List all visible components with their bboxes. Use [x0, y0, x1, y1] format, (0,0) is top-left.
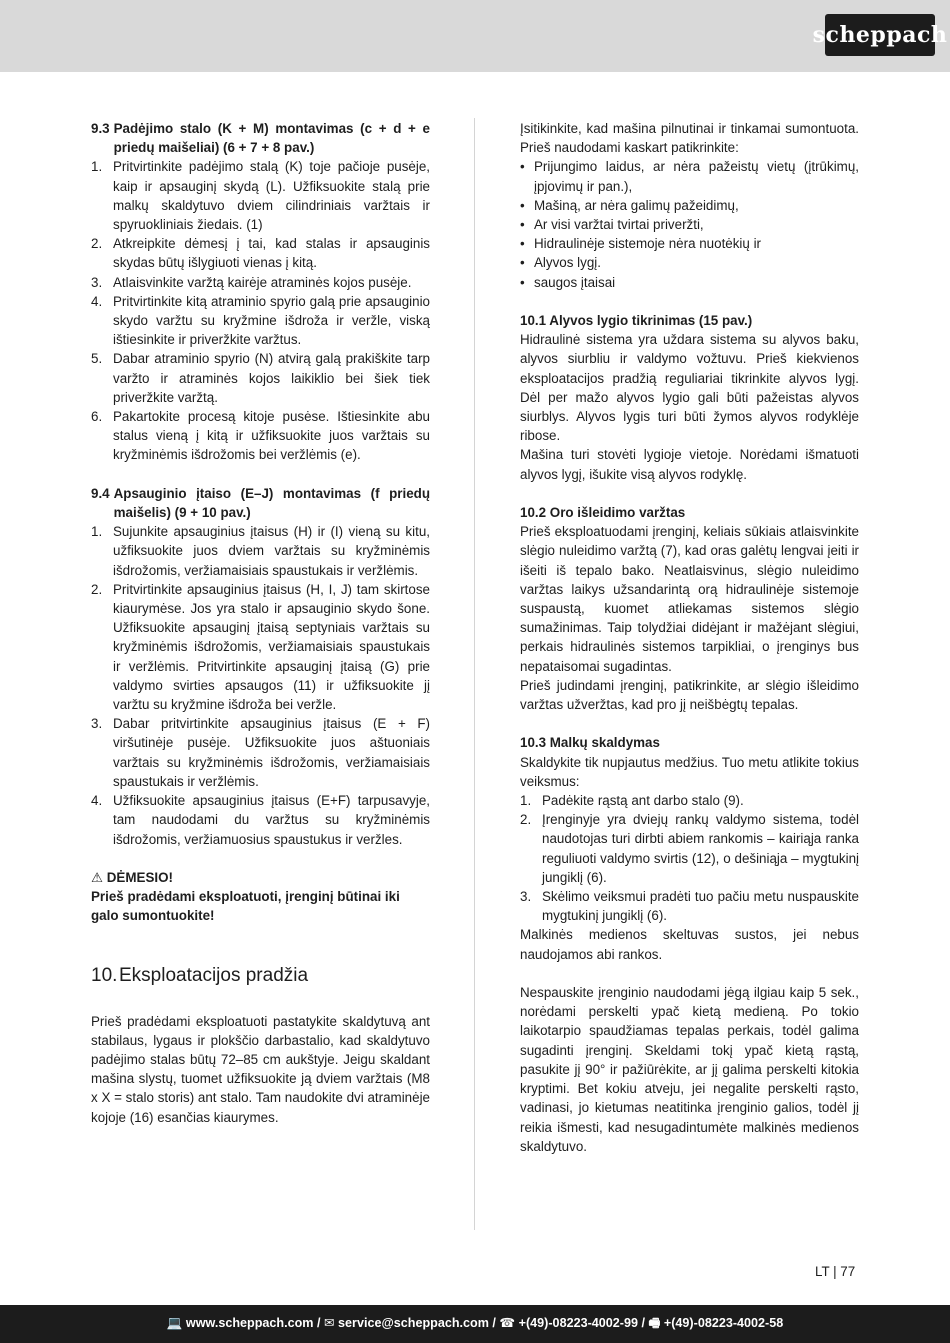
heading-number: 9.3 — [91, 121, 110, 136]
item-text: Atkreipkite dėmesį į tai, kad stalas ir apsauginis skydas būtų išlygiuoti vienas į kitą. — [113, 236, 430, 271]
list-item — [91, 349, 430, 407]
section-title-10 — [91, 964, 430, 988]
item-number: 2. — [91, 236, 103, 252]
header-band — [0, 0, 950, 72]
item-text: Mašiną, ar nėra galimų pažeidimų, — [534, 197, 739, 213]
heading-10-2: 10.2 Oro išleidimo varžtas — [520, 505, 686, 521]
item-number: 2. — [91, 581, 103, 597]
list-item — [91, 234, 430, 272]
item-text: Padėkite rąstą ant darbo stalo (9). — [542, 793, 744, 809]
brand-logo: scheppach — [825, 14, 935, 56]
item-text: Pritvirtinkite padėjimo stalą (K) toje pačioje pusėje, kaip ir apsauginį skydą (L). Užfiksuokite stalą prie malkų skaldytuvo dviem cilindriniais varžtais ir spyruokliniais žiedais. (1) — [113, 159, 430, 233]
list-item — [520, 887, 859, 925]
heading-9-3 — [91, 119, 430, 157]
list-item — [91, 714, 430, 791]
list-item — [520, 157, 859, 195]
list-item — [520, 791, 859, 810]
check-list — [520, 157, 859, 291]
heading-text: Apsauginio įtaiso (E–J) montavimas (f priedų maišelis) (9 + 10 pav.) — [113, 485, 430, 521]
list-item — [520, 215, 859, 234]
item-number: 5. — [91, 351, 103, 367]
bullet-icon: • — [520, 274, 525, 290]
footer-contact: 💻 www.scheppach.com / ✉ service@scheppach.com / ☎ +(49)-08223-4002-99 / 🖷 +(49)-08223-4002-58 — [0, 1305, 950, 1343]
section-10-text: Prieš pradėdami eksploatuoti pastatykite skaldytuvą ant stabilaus, lygaus ir plokščio darbastalio, kad skaldytuvo padėjimo stalas būtų 72–85 cm aukštyje. Jeigu skaldant mašina slystų, tuomet užfiksuokite ją dviem varžtais (M8 x X = stalo storis) ant stalo. Tam naudokite dvi atraminėje kojoje (16) esančias kiaurymes. — [91, 1013, 430, 1125]
list-item — [91, 580, 430, 714]
list-item — [91, 407, 430, 465]
list-item — [91, 522, 430, 580]
item-number: 4. — [91, 793, 103, 809]
section-name: Eksploatacijos pradžia — [119, 964, 309, 986]
heading-9-4 — [91, 484, 430, 522]
page-number: LT | 77 — [815, 1264, 856, 1279]
steps-9-4 — [91, 522, 430, 848]
warning-heading — [91, 868, 430, 887]
bullet-icon: • — [520, 159, 525, 175]
check-intro: Įsitikinkite, kad mašina pilnutinai ir tinkamai sumontuota. Prieš naudodami kaskart patikrinkite: — [520, 121, 859, 156]
warning-text: Prieš pradėdami eksploatuoti, įrenginį būtinai iki galo sumontuokite! — [91, 889, 400, 924]
warning-block — [91, 868, 430, 926]
heading-10-3: 10.3 Malkų skaldymas — [520, 735, 660, 751]
steps-10-3 — [520, 791, 859, 925]
warning-icon: ⚠ — [91, 869, 104, 885]
item-text: Skėlimo veiksmui pradėti tuo pačiu metu nuspauskite mygtukinį jungiklį (6). — [542, 889, 859, 924]
section-number: 10. — [91, 964, 118, 986]
warning-title: DĖMESIO! — [106, 869, 173, 885]
bullet-icon: • — [520, 236, 525, 252]
list-item — [520, 234, 859, 253]
list-item — [520, 196, 859, 215]
paragraph: Mašina turi stovėti lygioje vietoje. Norėdami išmatuoti alyvos lygį, išukite visą alyvos rodyklę. — [520, 447, 859, 482]
list-item — [91, 273, 430, 292]
list-item — [91, 791, 430, 849]
paragraph: Malkinės medienos skeltuvas sustos, jei nebus naudojamos abi rankos. — [520, 927, 859, 962]
item-text: Pritvirtinkite apsauginius įtaisus (H, I, J) tam skirtose kiaurymėse. Jos yra stalo ir apsauginio skydo šone. Užfiksuokite apsauginį įtaisą septyniais varžtais su kryžminėmis išdrožomis, veržiamaisiais spaustukais ir veržlėmis. Pritvirtinkite apsauginį įtaisą (G) prie valdymo svirties apsaugos (11) ir užfiksuokite jį varžtu su kryžmine išdroža bei veržle. — [113, 581, 430, 713]
bullet-icon: • — [520, 255, 525, 271]
paragraph: Skaldykite tik nupjautus medžius. Tuo metu atlikite tokius veiksmus: — [520, 754, 859, 789]
right-column — [520, 119, 859, 1156]
item-number: 1. — [91, 159, 103, 175]
item-text: Įrenginyje yra dviejų rankų valdymo sistema, todėl naudotojas turi dirbti abiem rankomis – kairiąja ranka reguliuoti valdymo svirtis (12), o dešiniąja – mygtukinį jungiklį (6). — [542, 812, 859, 885]
item-text: Atlaisvinkite varžtą kairėje atraminės kojos pusėje. — [113, 274, 412, 290]
steps-9-3 — [91, 157, 430, 464]
heading-10-1: 10.1 Alyvos lygio tikrinimas (15 pav.) — [520, 313, 753, 329]
item-text: Pritvirtinkite kitą atraminio spyrio galą prie apsauginio skydo varžtu su kryžmine išdroža ir veržle, viską ištiesinkite ir priveržkite varžtus. — [113, 293, 430, 348]
item-text: Alyvos lygį. — [534, 255, 601, 271]
item-text: Hidraulinėje sistemoje nėra nuotėkių ir — [534, 236, 762, 252]
paragraph: Prieš judindami įrenginį, patikrinkite, ar slėgio išleidimo varžtas užveržtas, kad pro jį neišbėgtų tepalas. — [520, 677, 859, 713]
item-text: Prijungimo laidus, ar nėra pažeistų vietų (įtrūkimų, įpjovimų ir pan.), — [534, 159, 859, 194]
bullet-icon: • — [520, 197, 525, 213]
item-number: 3. — [520, 889, 532, 905]
paragraph: Hidraulinė sistema yra uždara sistema su alyvos baku, alyvos siurbliu ir valdymo vožtuvu. Prieš kiekvienos eksploatacijos pradžią reguliariai tikrinkite alyvos lygį. Dėl per mažo alyvos lygio gali būti pažeistas alyvos siurblys. Alyvos lygis turi būti žymos alyvos rodyklėje ribose. — [520, 332, 859, 444]
item-text: Sujunkite apsauginius įtaisus (H) ir (I) vieną su kitu, užfiksuokite juos dviem varžtais su kryžminėmis išdrožomis, veržiamaisiais spaustukais ir veržlėmis. — [113, 524, 430, 578]
item-text: Pakartokite procesą kitoje pusėse. Ištiesinkite abu stalus vieną į kitą ir užfiksuokite juos varžtais su kryžminėmis išdrožomis bei veržlėmis (e). — [113, 409, 430, 463]
list-item — [520, 253, 859, 272]
item-number: 6. — [91, 409, 103, 425]
item-text: Dabar atraminio spyrio (N) atvirą galą prakiškite tarp varžto ir atraminės kojos laikiklio bei šiek tiek priveržkite varžtą. — [113, 351, 430, 405]
item-number: 3. — [91, 716, 103, 732]
item-number: 4. — [91, 293, 103, 309]
bullet-icon: • — [520, 217, 525, 233]
heading-number: 9.4 — [91, 485, 110, 501]
item-number: 2. — [520, 812, 532, 828]
list-item — [520, 273, 859, 292]
item-number: 3. — [91, 274, 103, 290]
item-text: Dabar pritvirtinkite apsauginius įtaisus (E + F) viršutinėje pusėje. Užfiksuokite juos aštuoniais varžtais su kryžminėmis išdrožomis, veržiamaisiais spaustukais ir veržlėmis. — [113, 716, 430, 789]
list-item — [520, 810, 859, 887]
heading-text: Padėjimo stalo (K + M) montavimas (c + d + e priedų maišeliai) (6 + 7 + 8 pav.) — [113, 121, 430, 156]
item-text: Ar visi varžtai tvirtai priveržti, — [534, 217, 704, 233]
list-item — [91, 292, 430, 350]
paragraph: Prieš eksploatuodami įrenginį, keliais sūkiais atlaisvinkite slėgio nuleidimo varžtą (7), kad oras galėtų lengvai įeiti ir išeiti iš tepalo bako. Neatlaisvinus, slėgio nuleidimo varžtas laikys užsandarintą orą hidraulinėje sistemoje suspaustą, kuomet atliekamas sistemos slėgio sumažinimas. Taip tolydžiai didėjant ir mažėjant slėgiui, perkais hidraulinės sistemos tarpikliai, o įrenginys bus nepataisomai sugadintas. — [520, 524, 859, 674]
column-divider — [474, 118, 475, 1230]
left-column — [91, 119, 430, 1127]
list-item — [91, 157, 430, 234]
item-text: Užfiksuokite apsauginius įtaisus (E+F) tarpusavyje, tam naudodami du varžtus su kryžminėmis išdrožomis, veržiamuosius spaustukus ir veržles. — [113, 793, 430, 847]
item-text: saugos įtaisai — [534, 274, 616, 290]
item-number: 1. — [520, 793, 532, 809]
paragraph: Nespauskite įrenginio naudodami jėgą ilgiau kaip 5 sek., norėdami perskelti ypač kietą medieną. Po tokio laikotarpio spaudžiamas tepalas perkais, todėl galima sugadinti įrenginį. Skeldami tokį ypač kietą rąstą, pasukite jį 90° ir pažiūrėkite, ar jį galima perskelti kitokia kryptimi. Bet kokiu atveju, jei negalite perskelti rąsto, vadinasi, jo kietumas neatitinka įrenginio galios, todėl jį reikia išmesti, kad nesugadintumėte malkinės medienos skaldytuvo. — [520, 985, 859, 1154]
item-number: 1. — [91, 524, 103, 540]
